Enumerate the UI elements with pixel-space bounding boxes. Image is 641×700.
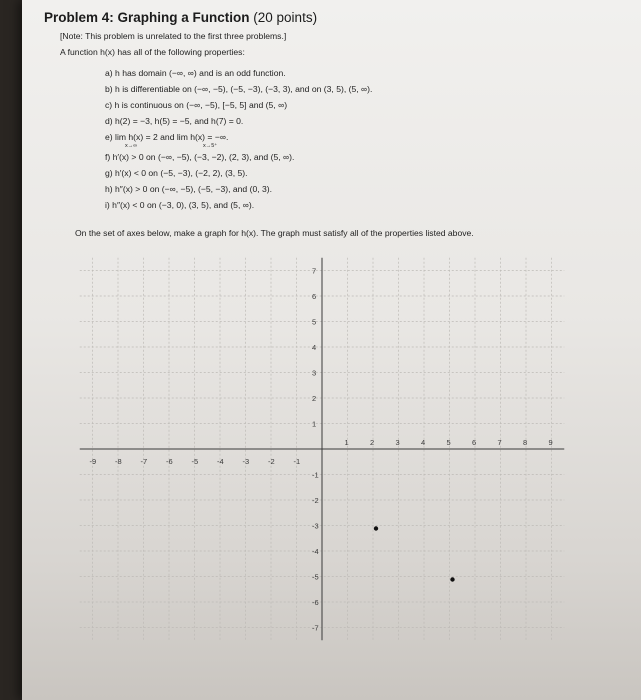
x-tick-label: -3 — [242, 457, 250, 466]
y-tick-label: 1 — [312, 419, 317, 429]
property-i: i) h″(x) < 0 on (−3, 0), (3, 5), and (5, ∞). — [105, 200, 255, 210]
x-tick-label: -8 — [115, 457, 122, 466]
y-tick-label: 5 — [312, 317, 317, 327]
x-tick-label: -9 — [89, 457, 97, 466]
property-h: h) h″(x) > 0 on (−∞, −5), (−5, −3), and (0, 3). — [105, 184, 273, 194]
y-tick-label: 6 — [312, 292, 317, 301]
x-tick-label: 7 — [497, 438, 502, 447]
limit-subscript-infinity: x→∞ — [125, 143, 138, 149]
x-tick-label: -4 — [217, 457, 224, 466]
y-tick-label: -7 — [312, 623, 319, 633]
x-tick-label: 9 — [548, 438, 553, 447]
problem-points: (20 points) — [253, 10, 318, 25]
plotted-points — [374, 526, 455, 581]
property-b: b) h is differentiable on (−∞, −5), (−5, −3), (−3, 3), and on (3, 5), (5, ∞). — [105, 84, 373, 94]
y-tick-label: -4 — [312, 547, 319, 556]
property-d: d) h(2) = −3, h(5) = −5, and h(7) = 0. — [105, 116, 244, 126]
plotted-point — [450, 577, 454, 581]
y-tick-label: -1 — [312, 470, 319, 480]
x-tick-label: 6 — [472, 438, 477, 447]
y-tick-label: 4 — [312, 343, 317, 352]
limit-subscript-five: x→5⁺ — [203, 143, 218, 149]
x-tick-label: 1 — [344, 438, 349, 447]
property-c: c) h is continuous on (−∞, −5), [−5, 5] and (5, ∞) — [105, 100, 288, 110]
y-tick-label: 3 — [312, 368, 317, 378]
property-g: g) h′(x) < 0 on (−5, −3), (−2, 2), (3, 5). — [105, 168, 248, 178]
property-e: e) lim h(x) = 2 and lim h(x) = −∞. — [105, 132, 229, 142]
problem-note: [Note: This problem is unrelated to the first three problems.] — [60, 31, 287, 41]
x-tick-label: 4 — [421, 438, 426, 447]
y-tick-label: -3 — [312, 521, 319, 531]
x-tick-label: 2 — [370, 438, 375, 447]
x-tick-label: -6 — [166, 457, 173, 466]
x-tick-label: 8 — [523, 438, 528, 447]
y-tick-label: 2 — [312, 394, 317, 403]
graph-instruction: On the set of axes below, make a graph for h(x). The graph must satisfy all of the properties listed above. — [75, 228, 474, 238]
property-f: f) h′(x) > 0 on (−∞, −5), (−3, −2), (2, 3), and (5, ∞). — [105, 152, 295, 162]
y-tick-label: -6 — [312, 598, 319, 607]
y-tick-label: -5 — [312, 572, 319, 582]
x-tick-labels — [90, 438, 553, 466]
problem-heading: Problem 4: Graphing a Function — [44, 10, 250, 25]
y-tick-label: -2 — [312, 496, 319, 505]
problem-intro: A function h(x) has all of the following properties: — [60, 47, 245, 57]
x-tick-label: -5 — [191, 457, 199, 466]
property-a: a) h has domain (−∞, ∞) and is an odd function. — [105, 68, 286, 78]
x-tick-label: -7 — [140, 457, 148, 466]
x-tick-label: 5 — [446, 438, 451, 447]
x-tick-label: -2 — [268, 457, 275, 466]
plotted-point — [374, 526, 378, 530]
x-tick-label: -1 — [293, 457, 301, 466]
axes — [80, 258, 565, 641]
x-tick-label: 3 — [395, 438, 400, 447]
y-tick-label: 7 — [312, 266, 317, 276]
